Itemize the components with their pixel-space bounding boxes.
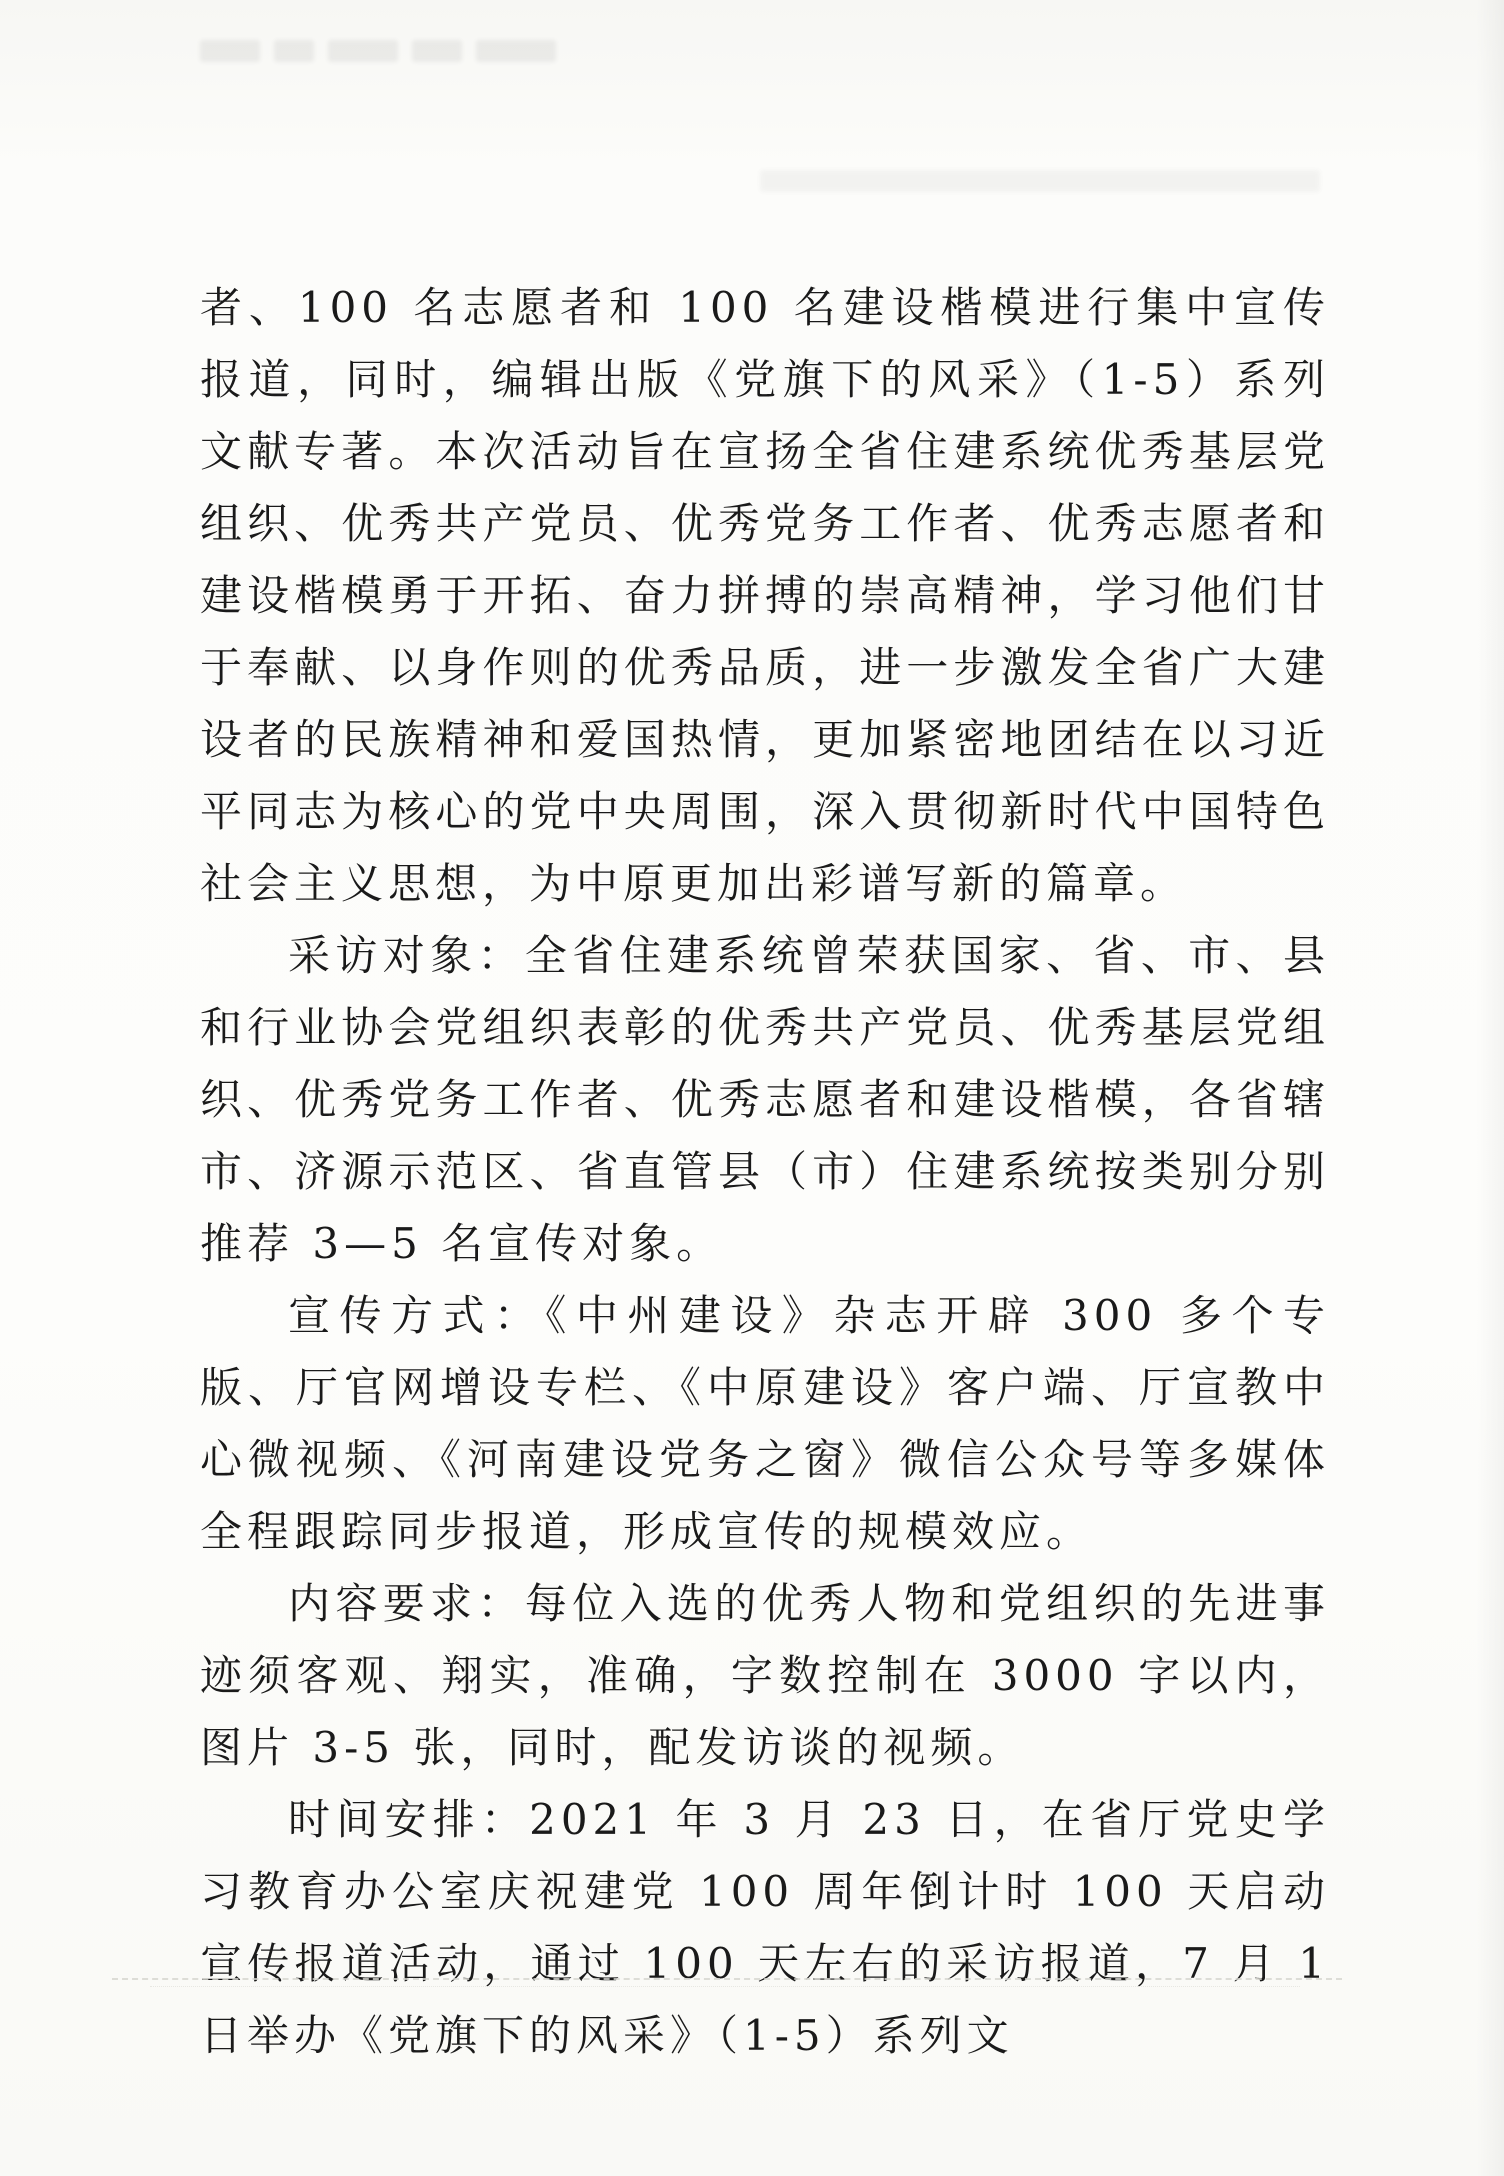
paragraph-publicity-methods: 宣传方式：《中州建设》杂志开辟 300 多个专版、厅官网增设专栏、《中原建设》客户端、厅宣教中心微视频、《河南建设党务之窗》微信公众号等多媒体全程跟踪同步报道，形成宣传的规模效应。 (200, 1291, 1330, 1556)
paragraph-schedule: 时间安排：2021 年 3 月 23 日，在省厅党史学习教育办公室庆祝建党 100 周年倒计时 100 天启动宣传报道活动，通过 100 天左右的采访报道，7 月 1 日举办《党旗下的风采》（1-5）系列文 (200, 1795, 1330, 2060)
paragraph-continuation: 者、100 名志愿者和 100 名建设楷模进行集中宣传报道，同时，编辑出版《党旗下的风采》（1-5）系列文献专著。本次活动旨在宣扬全省住建系统优秀基层党组织、优秀共产党员、优秀党务工作者、优秀志愿者和建设楷模勇于开拓、奋力拼搏的崇高精神，学习他们甘于奉献、以身作则的优秀品质，进一步激发全省广大建设者的民族精神和爱国热情，更加紧密地团结在以习近平同志为核心的党中央周围，深入贯彻新时代中国特色社会主义思想，为中原更加出彩谱写新的篇章。 (200, 283, 1330, 908)
paragraph-content-requirements: 内容要求：每位入选的优秀人物和党组织的先进事迹须客观、翔实，准确，字数控制在 3000 字以内，图片 3-5 张，同时，配发访谈的视频。 (200, 1579, 1330, 1772)
footer-divider (112, 1978, 1342, 1980)
footer-divider-faint (150, 1986, 1300, 1987)
bleed-through-line (760, 170, 1320, 192)
document-body (200, 272, 1330, 2072)
paragraph-interview-targets: 采访对象：全省住建系统曾荣获国家、省、市、县和行业协会党组织表彰的优秀共产党员、优秀基层党组织、优秀党务工作者、优秀志愿者和建设楷模，各省辖市、济源示范区、省直管县（市）住建系统按类别分别推荐 3—5 名宣传对象。 (200, 931, 1330, 1268)
bleed-through-text (200, 40, 620, 100)
page-edge-shadow (1476, 0, 1504, 2176)
